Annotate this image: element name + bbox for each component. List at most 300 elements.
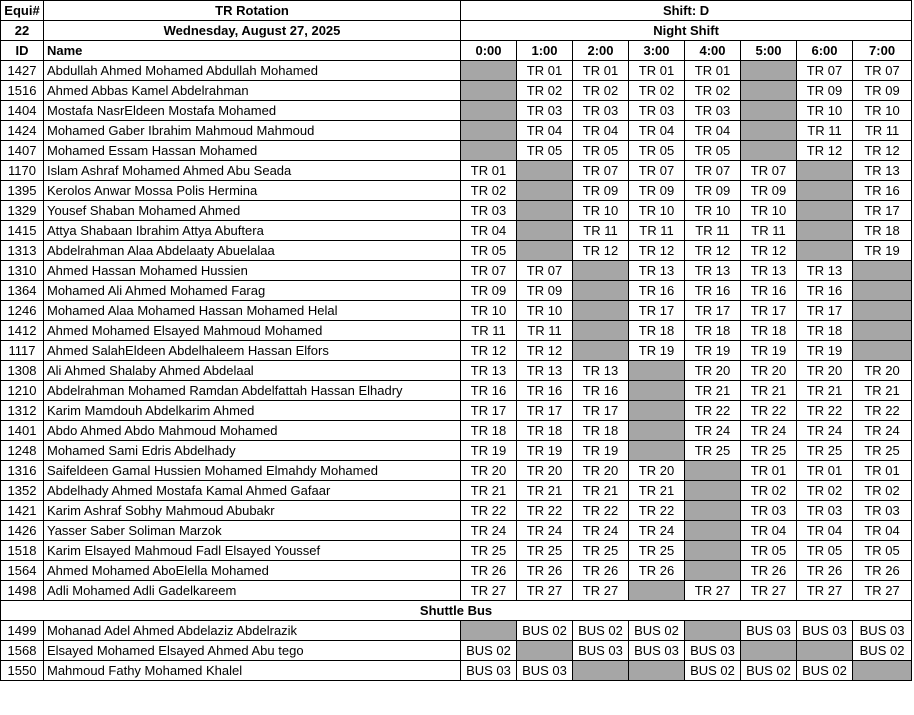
employee-name: Mohamed Essam Hassan Mohamed (44, 141, 461, 161)
assignment-cell: TR 12 (573, 241, 629, 261)
off-slot-cell (629, 661, 685, 681)
assignment-cell: TR 10 (573, 201, 629, 221)
employee-name: Yousef Shaban Mohamed Ahmed (44, 201, 461, 221)
table-row (1, 161, 912, 181)
employee-name: Ahmed Mohamed Elsayed Mahmoud Mohamed (44, 321, 461, 341)
hour-column-header: 5:00 (741, 41, 797, 61)
assignment-cell: TR 13 (741, 261, 797, 281)
assignment-cell: BUS 02 (461, 641, 517, 661)
assignment-cell: TR 16 (461, 381, 517, 401)
off-slot-cell (685, 461, 741, 481)
table-row (1, 501, 912, 521)
assignment-cell: BUS 03 (629, 641, 685, 661)
assignment-cell: TR 26 (797, 561, 853, 581)
assignment-cell: TR 24 (461, 521, 517, 541)
employee-id: 1313 (1, 241, 44, 261)
assignment-cell: TR 03 (797, 501, 853, 521)
assignment-cell: TR 09 (573, 181, 629, 201)
employee-name: Mostafa NasrEldeen Mostafa Mohamed (44, 101, 461, 121)
assignment-cell: TR 13 (629, 261, 685, 281)
employee-id: 1404 (1, 101, 44, 121)
off-slot-cell (853, 261, 912, 281)
assignment-cell: TR 26 (629, 561, 685, 581)
assignment-cell: TR 18 (685, 321, 741, 341)
assignment-cell: TR 09 (461, 281, 517, 301)
assignment-cell: TR 17 (517, 401, 573, 421)
assignment-cell: TR 13 (517, 361, 573, 381)
employee-id: 1499 (1, 621, 44, 641)
assignment-cell: TR 27 (517, 581, 573, 601)
assignment-cell: TR 19 (517, 441, 573, 461)
employee-id: 1516 (1, 81, 44, 101)
assignment-cell: TR 24 (741, 421, 797, 441)
assignment-cell: TR 21 (629, 481, 685, 501)
table-row (1, 581, 912, 601)
assignment-cell: TR 03 (685, 101, 741, 121)
table-row (1, 241, 912, 261)
assignment-cell: TR 26 (573, 561, 629, 581)
employee-name: Karim Elsayed Mahmoud Fadl Elsayed Youssef (44, 541, 461, 561)
assignment-cell: TR 26 (517, 561, 573, 581)
assignment-cell: TR 25 (853, 441, 912, 461)
table-row (1, 541, 912, 561)
date-label: Wednesday, August 27, 2025 (44, 21, 461, 41)
assignment-cell: TR 05 (797, 541, 853, 561)
assignment-cell: TR 27 (741, 581, 797, 601)
assignment-cell: TR 19 (629, 341, 685, 361)
table-row (1, 81, 912, 101)
assignment-cell: TR 18 (461, 421, 517, 441)
off-slot-cell (517, 241, 573, 261)
table-row (1, 121, 912, 141)
assignment-cell: TR 22 (741, 401, 797, 421)
off-slot-cell (461, 101, 517, 121)
assignment-cell: TR 22 (797, 401, 853, 421)
employee-id: 1117 (1, 341, 44, 361)
assignment-cell: TR 01 (461, 161, 517, 181)
assignment-cell: TR 18 (797, 321, 853, 341)
shift-name: Night Shift (461, 21, 912, 41)
assignment-cell: TR 13 (573, 361, 629, 381)
employee-id: 1415 (1, 221, 44, 241)
assignment-cell: TR 13 (685, 261, 741, 281)
assignment-cell: TR 22 (685, 401, 741, 421)
assignment-cell: TR 21 (853, 381, 912, 401)
assignment-cell: TR 02 (741, 481, 797, 501)
off-slot-cell (629, 361, 685, 381)
assignment-cell: TR 11 (853, 121, 912, 141)
assignment-cell: TR 02 (517, 81, 573, 101)
assignment-cell: TR 11 (629, 221, 685, 241)
assignment-cell: TR 01 (517, 61, 573, 81)
off-slot-cell (517, 181, 573, 201)
off-slot-cell (741, 641, 797, 661)
assignment-cell: TR 25 (573, 541, 629, 561)
assignment-cell: TR 19 (461, 441, 517, 461)
assignment-cell: TR 02 (685, 81, 741, 101)
employee-name: Mohamed Sami Edris Abdelhady (44, 441, 461, 461)
assignment-cell: TR 27 (685, 581, 741, 601)
assignment-cell: TR 20 (461, 461, 517, 481)
shuttle-section-title: Shuttle Bus (1, 601, 912, 621)
assignment-cell: TR 13 (853, 161, 912, 181)
assignment-cell: TR 05 (517, 141, 573, 161)
employee-id: 1210 (1, 381, 44, 401)
assignment-cell: TR 27 (853, 581, 912, 601)
assignment-cell: TR 03 (741, 501, 797, 521)
assignment-cell: TR 18 (573, 421, 629, 441)
assignment-cell: BUS 03 (797, 621, 853, 641)
employee-name: Yasser Saber Soliman Marzok (44, 521, 461, 541)
employee-id: 1407 (1, 141, 44, 161)
assignment-cell: TR 01 (741, 461, 797, 481)
assignment-cell: TR 04 (741, 521, 797, 541)
assignment-cell: TR 20 (741, 361, 797, 381)
assignment-cell: TR 12 (685, 241, 741, 261)
employee-id: 1248 (1, 441, 44, 461)
employee-name: Mohamed Gaber Ibrahim Mahmoud Mahmoud (44, 121, 461, 141)
employee-name: Ahmed Mohamed AboElella Mohamed (44, 561, 461, 581)
assignment-cell: TR 16 (629, 281, 685, 301)
assignment-cell: TR 03 (461, 201, 517, 221)
assignment-cell: TR 07 (797, 61, 853, 81)
assignment-cell: TR 07 (517, 261, 573, 281)
off-slot-cell (741, 141, 797, 161)
off-slot-cell (461, 121, 517, 141)
assignment-cell: TR 16 (517, 381, 573, 401)
assignment-cell: TR 04 (685, 121, 741, 141)
off-slot-cell (741, 61, 797, 81)
employee-id: 1246 (1, 301, 44, 321)
assignment-cell: TR 18 (517, 421, 573, 441)
assignment-cell: TR 10 (629, 201, 685, 221)
assignment-cell: TR 05 (573, 141, 629, 161)
assignment-cell: TR 17 (573, 401, 629, 421)
off-slot-cell (629, 581, 685, 601)
assignment-cell: TR 01 (797, 461, 853, 481)
assignment-cell: TR 10 (853, 101, 912, 121)
name-column-header: Name (44, 41, 461, 61)
off-slot-cell (573, 661, 629, 681)
off-slot-cell (853, 661, 912, 681)
assignment-cell: TR 11 (461, 321, 517, 341)
shift-label: Shift: D (461, 1, 912, 21)
assignment-cell: TR 17 (741, 301, 797, 321)
assignment-cell: TR 21 (741, 381, 797, 401)
assignment-cell: TR 25 (685, 441, 741, 461)
assignment-cell: TR 16 (853, 181, 912, 201)
off-slot-cell (573, 301, 629, 321)
assignment-cell: TR 21 (573, 481, 629, 501)
assignment-cell: TR 09 (629, 181, 685, 201)
assignment-cell: TR 20 (629, 461, 685, 481)
hour-column-header: 6:00 (797, 41, 853, 61)
assignment-cell: TR 10 (685, 201, 741, 221)
assignment-cell: TR 03 (853, 501, 912, 521)
employee-id: 1426 (1, 521, 44, 541)
assignment-cell: TR 07 (853, 61, 912, 81)
assignment-cell: TR 07 (573, 161, 629, 181)
assignment-cell: TR 20 (517, 461, 573, 481)
off-slot-cell (797, 641, 853, 661)
assignment-cell: TR 02 (573, 81, 629, 101)
table-row (1, 381, 912, 401)
employee-name: Karim Mamdouh Abdelkarim Ahmed (44, 401, 461, 421)
employee-name: Karim Ashraf Sobhy Mahmoud Abubakr (44, 501, 461, 521)
employee-id: 1421 (1, 501, 44, 521)
table-row (1, 221, 912, 241)
employee-name: Abdo Ahmed Abdo Mahmoud Mohamed (44, 421, 461, 441)
assignment-cell: TR 04 (629, 121, 685, 141)
assignment-cell: TR 26 (461, 561, 517, 581)
off-slot-cell (741, 101, 797, 121)
employee-name: Kerolos Anwar Mossa Polis Hermina (44, 181, 461, 201)
assignment-cell: TR 12 (517, 341, 573, 361)
assignment-cell: TR 09 (741, 181, 797, 201)
off-slot-cell (573, 261, 629, 281)
off-slot-cell (629, 381, 685, 401)
off-slot-cell (629, 441, 685, 461)
table-row (1, 141, 912, 161)
assignment-cell: TR 19 (685, 341, 741, 361)
employee-id: 1424 (1, 121, 44, 141)
assignment-cell: TR 17 (629, 301, 685, 321)
off-slot-cell (685, 501, 741, 521)
table-row (1, 321, 912, 341)
assignment-cell: TR 22 (517, 501, 573, 521)
employee-name: Attya Shabaan Ibrahim Attya Abuftera (44, 221, 461, 241)
assignment-cell: TR 27 (573, 581, 629, 601)
assignment-cell: BUS 03 (517, 661, 573, 681)
table-row (1, 521, 912, 541)
assignment-cell: TR 24 (853, 421, 912, 441)
table-row (1, 201, 912, 221)
assignment-cell: TR 03 (517, 101, 573, 121)
off-slot-cell (797, 241, 853, 261)
employee-name: Mohamed Ali Ahmed Mohamed Farag (44, 281, 461, 301)
header-row-1 (1, 1, 912, 21)
assignment-cell: TR 17 (685, 301, 741, 321)
assignment-cell: TR 17 (461, 401, 517, 421)
off-slot-cell (685, 521, 741, 541)
table-row (1, 101, 912, 121)
employee-name: Abdelrahman Alaa Abdelaaty Abuelalaa (44, 241, 461, 261)
employee-id: 1312 (1, 401, 44, 421)
employee-id: 1550 (1, 661, 44, 681)
assignment-cell: TR 16 (685, 281, 741, 301)
assignment-cell: TR 27 (797, 581, 853, 601)
table-row (1, 441, 912, 461)
assignment-cell: TR 01 (573, 61, 629, 81)
assignment-cell: TR 19 (797, 341, 853, 361)
assignment-cell: TR 24 (797, 421, 853, 441)
employee-name: Ahmed Hassan Mohamed Hussien (44, 261, 461, 281)
off-slot-cell (685, 561, 741, 581)
assignment-cell: TR 12 (853, 141, 912, 161)
employee-id: 1568 (1, 641, 44, 661)
hour-column-header: 1:00 (517, 41, 573, 61)
assignment-cell: TR 02 (461, 181, 517, 201)
assignment-cell: TR 11 (741, 221, 797, 241)
equip-number: 22 (1, 21, 44, 41)
employee-id: 1170 (1, 161, 44, 181)
assignment-cell: TR 05 (629, 141, 685, 161)
assignment-cell: TR 18 (853, 221, 912, 241)
employee-id: 1316 (1, 461, 44, 481)
assignment-cell: TR 20 (853, 361, 912, 381)
assignment-cell: TR 20 (573, 461, 629, 481)
hour-column-header: 7:00 (853, 41, 912, 61)
id-column-header: ID (1, 41, 44, 61)
employee-name: Mohanad Adel Ahmed Abdelaziz Abdelrazik (44, 621, 461, 641)
assignment-cell: BUS 02 (685, 661, 741, 681)
off-slot-cell (797, 181, 853, 201)
assignment-cell: TR 01 (685, 61, 741, 81)
assignment-cell: TR 22 (853, 401, 912, 421)
employee-name: Islam Ashraf Mohamed Ahmed Abu Seada (44, 161, 461, 181)
off-slot-cell (629, 401, 685, 421)
off-slot-cell (741, 121, 797, 141)
assignment-cell: TR 04 (573, 121, 629, 141)
assignment-cell: BUS 03 (853, 621, 912, 641)
employee-id: 1308 (1, 361, 44, 381)
assignment-cell: TR 22 (573, 501, 629, 521)
assignment-cell: TR 19 (741, 341, 797, 361)
table-row (1, 341, 912, 361)
employee-name: Abdelrahman Mohamed Ramdan Abdelfattah Hassan Elhadry (44, 381, 461, 401)
assignment-cell: BUS 02 (853, 641, 912, 661)
header-row-2 (1, 21, 912, 41)
employee-name: Elsayed Mohamed Elsayed Ahmed Abu tego (44, 641, 461, 661)
off-slot-cell (573, 341, 629, 361)
assignment-cell: TR 25 (517, 541, 573, 561)
assignment-cell: TR 11 (685, 221, 741, 241)
assignment-cell: TR 07 (461, 261, 517, 281)
employee-id: 1564 (1, 561, 44, 581)
assignment-cell: TR 22 (629, 501, 685, 521)
off-slot-cell (685, 621, 741, 641)
employee-name: Ali Ahmed Shalaby Ahmed Abdelaal (44, 361, 461, 381)
off-slot-cell (853, 321, 912, 341)
assignment-cell: TR 10 (461, 301, 517, 321)
assignment-cell: TR 24 (685, 421, 741, 441)
assignment-cell: TR 04 (517, 121, 573, 141)
assignment-cell: TR 12 (797, 141, 853, 161)
off-slot-cell (517, 641, 573, 661)
sheet-title: TR Rotation (44, 1, 461, 21)
off-slot-cell (797, 161, 853, 181)
assignment-cell: TR 02 (853, 481, 912, 501)
employee-name: Mohamed Alaa Mohamed Hassan Mohamed Helal (44, 301, 461, 321)
table-row (1, 421, 912, 441)
off-slot-cell (797, 221, 853, 241)
employee-name: Mahmoud Fathy Mohamed Khalel (44, 661, 461, 681)
off-slot-cell (853, 341, 912, 361)
shuttle-section-header (1, 601, 912, 621)
assignment-cell: BUS 02 (629, 621, 685, 641)
assignment-cell: TR 24 (629, 521, 685, 541)
assignment-cell: TR 09 (517, 281, 573, 301)
assignment-cell: BUS 03 (685, 641, 741, 661)
assignment-cell: TR 25 (741, 441, 797, 461)
off-slot-cell (797, 201, 853, 221)
assignment-cell: TR 09 (685, 181, 741, 201)
assignment-cell: TR 09 (853, 81, 912, 101)
table-row (1, 661, 912, 681)
employee-name: Adli Mohamed Adli Gadelkareem (44, 581, 461, 601)
off-slot-cell (685, 481, 741, 501)
table-row (1, 401, 912, 421)
assignment-cell: TR 17 (797, 301, 853, 321)
assignment-cell: TR 07 (685, 161, 741, 181)
assignment-cell: BUS 03 (741, 621, 797, 641)
assignment-cell: TR 11 (573, 221, 629, 241)
employee-id: 1401 (1, 421, 44, 441)
hour-column-header: 4:00 (685, 41, 741, 61)
off-slot-cell (685, 541, 741, 561)
table-row (1, 361, 912, 381)
employee-id: 1329 (1, 201, 44, 221)
assignment-cell: TR 22 (461, 501, 517, 521)
assignment-cell: BUS 03 (573, 641, 629, 661)
assignment-cell: TR 04 (461, 221, 517, 241)
employee-id: 1364 (1, 281, 44, 301)
table-row (1, 621, 912, 641)
off-slot-cell (461, 141, 517, 161)
table-row (1, 261, 912, 281)
employee-id: 1352 (1, 481, 44, 501)
off-slot-cell (517, 221, 573, 241)
assignment-cell: BUS 02 (741, 661, 797, 681)
hour-column-header: 0:00 (461, 41, 517, 61)
assignment-cell: TR 19 (573, 441, 629, 461)
employee-id: 1427 (1, 61, 44, 81)
table-row (1, 481, 912, 501)
assignment-cell: TR 25 (461, 541, 517, 561)
assignment-cell: TR 16 (797, 281, 853, 301)
assignment-cell: TR 05 (853, 541, 912, 561)
off-slot-cell (629, 421, 685, 441)
assignment-cell: TR 02 (797, 481, 853, 501)
assignment-cell: TR 18 (629, 321, 685, 341)
assignment-cell: TR 20 (797, 361, 853, 381)
assignment-cell: TR 01 (853, 461, 912, 481)
assignment-cell: BUS 03 (461, 661, 517, 681)
assignment-cell: TR 05 (461, 241, 517, 261)
assignment-cell: TR 19 (853, 241, 912, 261)
assignment-cell: TR 21 (685, 381, 741, 401)
employee-id: 1412 (1, 321, 44, 341)
assignment-cell: TR 27 (461, 581, 517, 601)
off-slot-cell (741, 81, 797, 101)
assignment-cell: TR 25 (797, 441, 853, 461)
assignment-cell: TR 20 (685, 361, 741, 381)
off-slot-cell (573, 281, 629, 301)
table-row (1, 561, 912, 581)
assignment-cell: TR 12 (461, 341, 517, 361)
assignment-cell: TR 03 (629, 101, 685, 121)
off-slot-cell (461, 621, 517, 641)
assignment-cell: TR 12 (741, 241, 797, 261)
assignment-cell: BUS 02 (517, 621, 573, 641)
employee-name: Abdelhady Ahmed Mostafa Kamal Ahmed Gafaar (44, 481, 461, 501)
assignment-cell: TR 17 (853, 201, 912, 221)
table-row (1, 281, 912, 301)
assignment-cell: TR 25 (629, 541, 685, 561)
assignment-cell: TR 24 (573, 521, 629, 541)
off-slot-cell (517, 201, 573, 221)
off-slot-cell (461, 61, 517, 81)
